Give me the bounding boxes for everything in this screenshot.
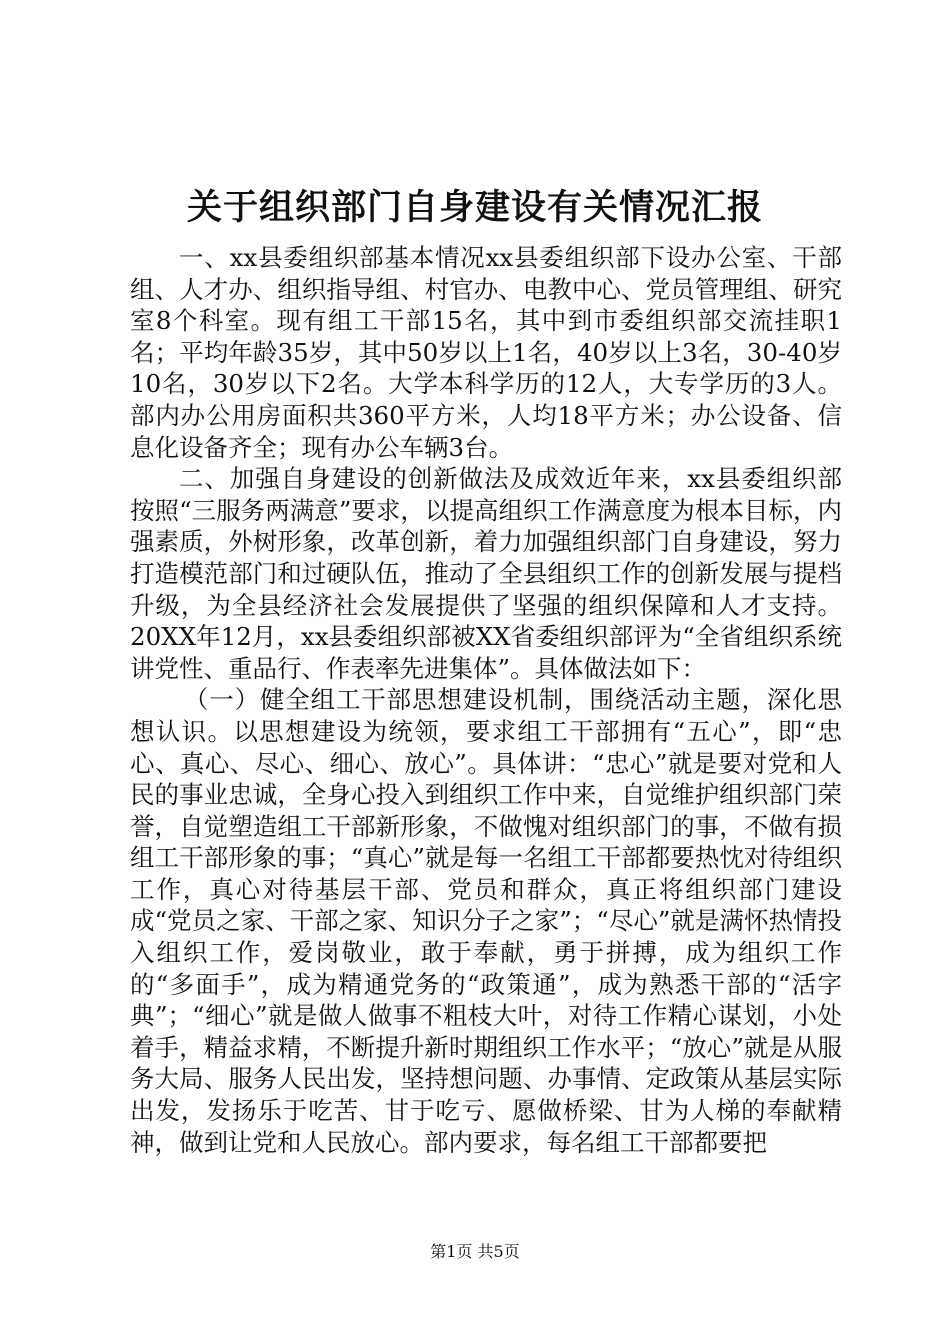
document-body <box>130 242 842 1158</box>
paragraph-basic-info: 一、xx县委组织部基本情况xx县委组织部下设办公室、干部组、人才办、组织指导组、村官办、电教中心、党员管理组、研究室8个科室。现有组工干部15名，其中到市委组织部交流挂职1名；平均年龄35岁，其中50岁以上1名，40岁以上3名，30-40岁10名，30岁以下2名。大学本科学历的12人，大专学历的3人。部内办公用房面积共360平方米，人均18平方米；办公设备、信息化设备齐全；现有办公车辆3台。 <box>130 243 842 462</box>
page-footer: 第1页 共5页 <box>430 1242 520 1261</box>
paragraph-ideology-mechanism: （一）健全组工干部思想建设机制，围绕活动主题，深化思想认识。以思想建设为统领，要求组工干部拥有“五心”，即“忠心、真心、尽心、细心、放心”。具体讲：“忠心”就是要对党和人民的事业忠诚，全身心投入到组织工作中来，自觉维护组织部门荣誉，自觉塑造组工干部新形象，不做愧对组织部门的事，不做有损组工干部形象的事；“真心”就是每一名组工干部都要热忱对待组织工作，真心对待基层干部、党员和群众，真正将组织部门建设成“党员之家、干部之家、知识分子之家”；“尽心”就是满怀热情投入组织工作，爱岗敬业，敢于奉献，勇于拼搏，成为组织工作的“多面手”，成为精通党务的“政策通”，成为熟悉干部的“活字典”；“细心”就是做人做事不粗枝大叶，对待工作精心谋划，小处着手，精益求精，不断提升新时期组织工作水平；“放心”就是从服务大局、服务人民出发，坚持想问题、办事情、定政策从基层实际出发，发扬乐于吃苦、甘于吃亏、愿做桥梁、甘为人梯的奉献精神，做到让党和人民放心。部内要求，每名组工干部都要把 <box>130 685 842 1157</box>
paragraph-innovation: 二、加强自身建设的创新做法及成效近年来，xx县委组织部按照“三服务两满意”要求，以提高组织工作满意度为根本目标，内强素质，外树形象，改革创新，着力加强组织部门自身建设，努力打造模范部门和过硬队伍，推动了全县组织工作的创新发展与提档升级，为全县经济社会发展提供了坚强的组织保障和人才支持。20XX年12月，xx县委组织部被XX省委组织部评为“全省组织系统讲党性、重品行、作表率先进集体”。具体做法如下： <box>130 464 842 683</box>
document-title: 关于组织部门自身建设有关情况汇报 <box>186 187 763 228</box>
